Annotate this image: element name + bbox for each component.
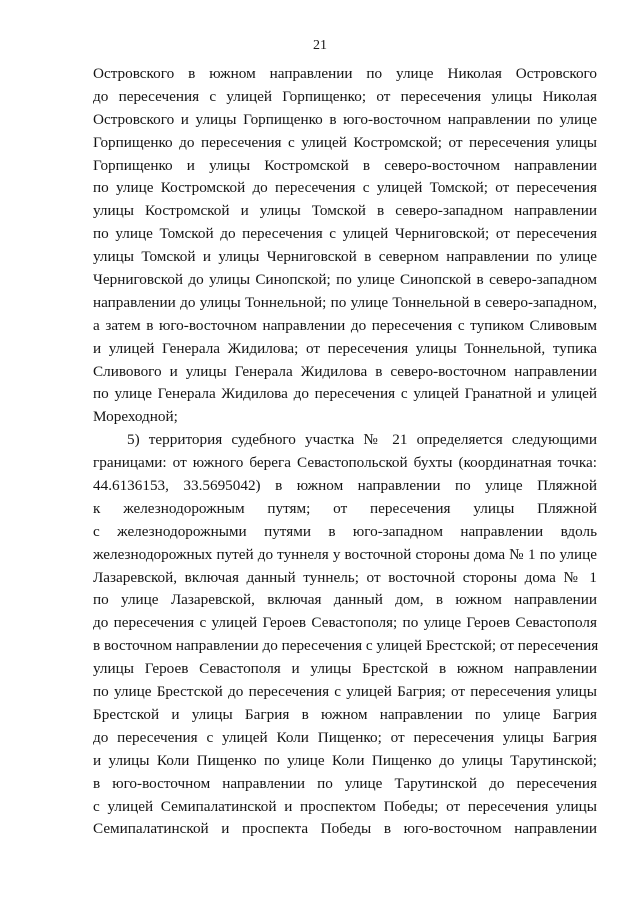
text-line: по улице Томской до пересечения с улицей Черниговской; от пересечения — [93, 225, 597, 243]
text-line: Горпищенко до пересечения с улицей Костромской; от пересечения улицы — [93, 133, 597, 151]
text-line: направлении до улицы Тоннельной; по улице Тоннельной в северо-западном, — [93, 293, 597, 311]
text-line: до пересечения с улицей Коли Пищенко; от пересечения улицы Багрия — [93, 728, 597, 746]
text-line: и улицей Генерала Жидилова; от пересечения улицы Тоннельной, тупика — [93, 339, 597, 357]
text-line: Лазаревской, включая данный туннель; от восточной стороны дома № 1 — [93, 568, 597, 586]
text-line: Горпищенко и улицы Костромской в северо-восточном направлении — [93, 156, 597, 174]
text-line: по улице Костромской до пересечения с улицей Томской; от пересечения — [93, 179, 597, 197]
text-line: границами: от южного берега Севастопольской бухты (координатная точка: — [93, 454, 597, 472]
text-line: 44.6136153, 33.5695042) в южном направлении по улице Пляжной — [93, 477, 597, 495]
page-number: 21 — [313, 38, 327, 53]
text-line: Брестской и улицы Багрия в южном направлении по улице Багрия — [93, 705, 597, 723]
text-line: с улицей Семипалатинской и проспектом Победы; от пересечения улицы — [93, 797, 597, 815]
text-line: улицы Томской и улицы Черниговской в северном направлении по улице — [93, 248, 597, 266]
text-line: по улице Лазаревской, включая данный дом, в южном направлении — [93, 591, 597, 609]
text-line: Мореходной; — [93, 408, 178, 426]
text-line: с железнодорожными путями в юго-западном направлении вдоль — [93, 522, 597, 540]
document-body — [93, 63, 597, 841]
text-line: по улице Генерала Жидилова до пересечения с улицей Гранатной и улицей — [93, 385, 597, 403]
text-line: к железнодорожным путям; от пересечения улицы Пляжной — [93, 499, 597, 517]
text-line: 5) территория судебного участка № 21 определяется следующими — [127, 431, 597, 449]
text-line: улицы Костромской и улицы Томской в северо-западном направлении — [93, 202, 597, 220]
text-line: Сливового и улицы Генерала Жидилова в северо-восточном направлении — [93, 362, 597, 380]
text-line: а затем в юго-восточном направлении до пересечения с тупиком Сливовым — [93, 316, 597, 334]
text-line: Черниговской до улицы Синопской; по улице Синопской в северо-западном — [93, 271, 597, 289]
text-line: и улицы Коли Пищенко по улице Коли Пищенко до улицы Тарутинской; — [93, 751, 597, 769]
text-line: железнодорожных путей до туннеля у восточной стороны дома № 1 по улице — [93, 545, 597, 563]
text-line: Островского и улицы Горпищенко в юго-восточном направлении по улице — [93, 110, 597, 128]
text-line: улицы Героев Севастополя и улицы Брестской в южном направлении — [93, 660, 597, 678]
text-line: Семипалатинской и проспекта Победы в юго-восточном направлении — [93, 820, 597, 838]
text-line: до пересечения с улицей Героев Севастополя; по улице Героев Севастополя — [93, 614, 597, 632]
text-line: по улице Брестской до пересечения с улицей Багрия; от пересечения улицы — [93, 683, 597, 701]
text-line: в юго-восточном направлении по улице Тарутинской до пересечения — [93, 774, 597, 792]
paragraph-court-district-boundary-continued — [93, 63, 597, 429]
text-line: до пересечения с улицей Горпищенко; от пересечения улицы Николая — [93, 87, 597, 105]
paragraph-court-district-21 — [93, 429, 597, 841]
text-line: Островского в южном направлении по улице Николая Островского — [93, 65, 597, 82]
text-line: в восточном направлении до пересечения с улицей Брестской; от пересечения — [93, 637, 599, 655]
